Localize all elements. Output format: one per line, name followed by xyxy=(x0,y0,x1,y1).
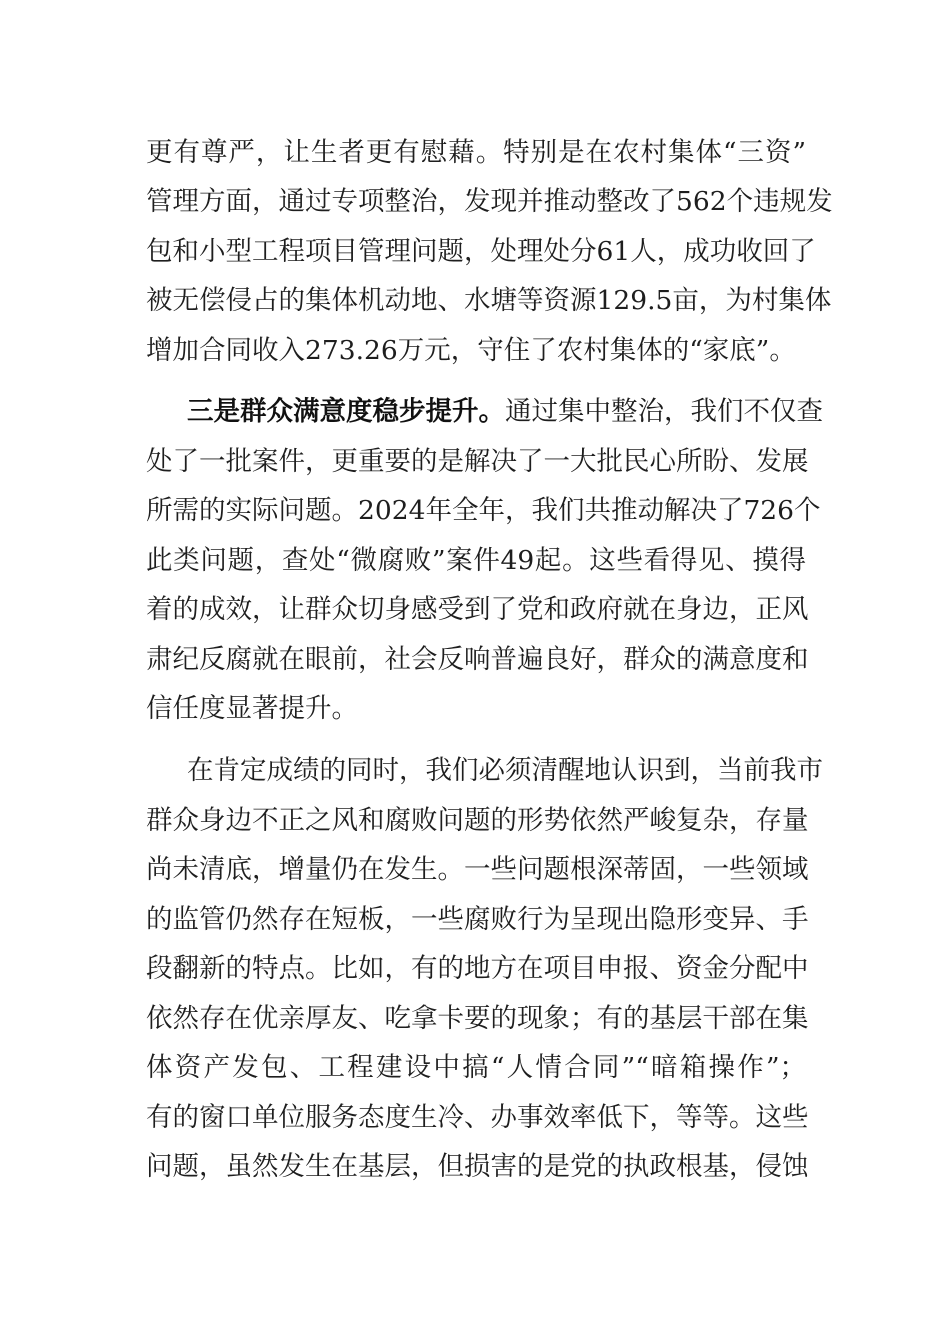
text-line: 问题，虽然发生在基层，但损害的是党的执政根基，侵蚀 xyxy=(146,1151,809,1182)
text-line: 着的成效，让群众切身感受到了党和政府就在身边，正风 xyxy=(146,594,809,625)
text-line xyxy=(187,392,823,432)
text-line: 所需的实际问题。2024年全年，我们共推动解决了726个 xyxy=(146,495,821,526)
text-line: 管理方面，通过专项整治，发现并推动整改了562个违规发 xyxy=(146,186,833,217)
paragraph-lead-heading: 三是群众满意度稳步提升。 xyxy=(187,396,505,427)
text-line: 有的窗口单位服务态度生冷、办事效率低下，等等。这些 xyxy=(146,1102,809,1133)
text-span: 通过集中整治，我们不仅查 xyxy=(505,396,823,427)
text-line: 段翻新的特点。比如，有的地方在项目申报、资金分配中 xyxy=(146,953,809,984)
text-line: 处了一批案件，更重要的是解决了一大批民心所盼、发展 xyxy=(146,446,809,477)
text-line: 信任度显著提升。 xyxy=(146,693,358,724)
text-line: 包和小型工程项目管理问题，处理处分61人，成功收回了 xyxy=(146,236,816,267)
text-line: 依然存在优亲厚友、吃拿卡要的现象；有的基层干部在集 xyxy=(146,1003,809,1034)
text-line: 此类问题，查处“微腐败”案件49起。这些看得见、摸得 xyxy=(146,545,806,576)
text-line: 增加合同收入273.26万元，守住了农村集体的“家底”。 xyxy=(146,335,796,366)
text-line: 在肯定成绩的同时，我们必须清醒地认识到，当前我市 xyxy=(187,755,823,786)
text-line: 群众身边不正之风和腐败问题的形势依然严峻复杂，存量 xyxy=(146,805,809,836)
text-line: 被无偿侵占的集体机动地、水塘等资源129.5亩，为村集体 xyxy=(146,285,832,316)
text-line: 体资产发包、工程建设中搞“人情合同”“暗箱操作”； xyxy=(146,1052,806,1083)
text-line: 尚未清底，增量仍在发生。一些问题根深蒂固，一些领域 xyxy=(146,854,809,885)
text-line: 的监管仍然存在短板，一些腐败行为呈现出隐形变异、手 xyxy=(146,904,809,935)
text-line: 更有尊严，让生者更有慰藉。特别是在农村集体“三资” xyxy=(146,137,806,168)
text-line: 肃纪反腐就在眼前，社会反响普遍良好，群众的满意度和 xyxy=(146,644,809,675)
